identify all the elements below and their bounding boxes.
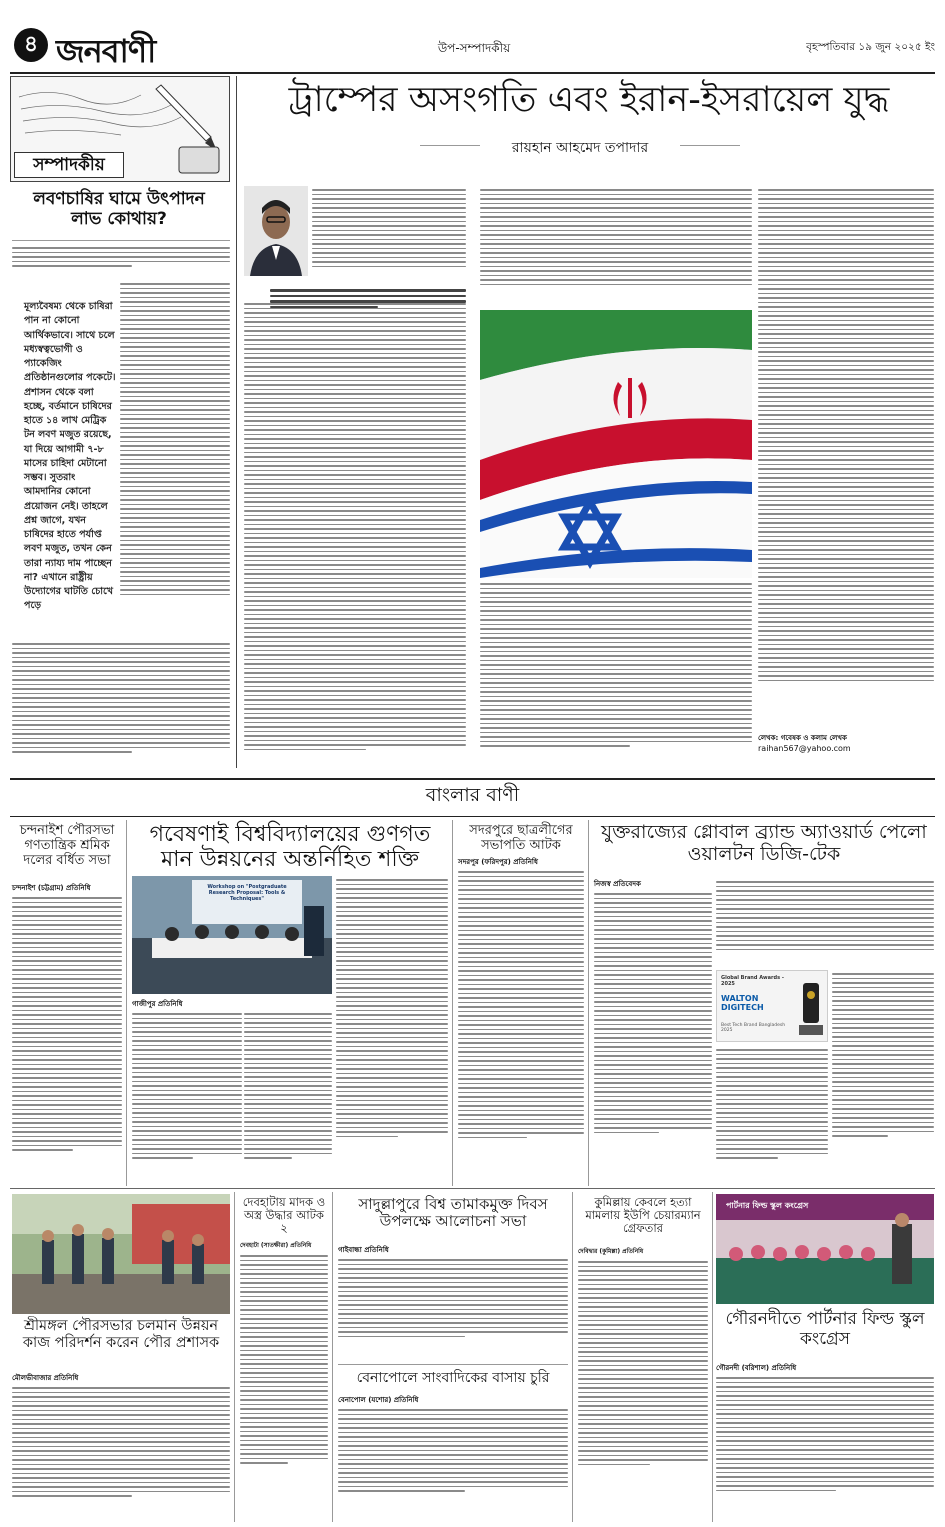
news-walton-title: যুক্তরাজ্যের গ্লোবাল ব্র্যান্ড অ্যাওয়ার্ড পেলো ওয়ালটন ডিজি-টেক (601, 821, 927, 865)
news-sadullapur-title: সাদুল্লাপুরে বিশ্ব তামাকমুক্ত দিবস উপলক্ষে আলোচনা সভা (358, 1195, 548, 1231)
news-sreemangal-photo (12, 1194, 230, 1314)
news-research-body-left (132, 1010, 242, 1186)
banner-rule-top (10, 778, 935, 780)
mid-rule (10, 1188, 935, 1189)
news-gouranadi-byline: গৌরনদী (বরিশাল) প্রতিনিধি (716, 1364, 797, 1372)
main-article-title: ট্রাম্পের অসংগতি এবং ইরান-ইসরায়েল যুদ্ধ (288, 80, 890, 120)
news-sreemangal-title: শ্রীমঙ্গল পৌরসভার চলমান উন্নয়ন কাজ পরিদর্শন করেন পৌর প্রশাসক (22, 1318, 220, 1351)
divider-5 (332, 1192, 333, 1522)
page-number-badge: ৪ (14, 28, 48, 62)
section-label: উপ-সম্পাদকীয় (437, 41, 511, 55)
editorial-title: লবণচাষির ঘামে উৎপাদন লাভ কোথায়? (33, 189, 205, 229)
divider-7 (712, 1192, 713, 1522)
header-rule (10, 72, 935, 74)
main-article-col2-top (480, 186, 752, 306)
news-debhata-body (240, 1252, 328, 1520)
news-benapole-body (338, 1406, 568, 1520)
news-comilla-body (578, 1258, 708, 1520)
walton-ad-brand: WALTON DIGITECH (721, 994, 764, 1012)
trophy-icon (797, 981, 825, 1037)
news-sreemangal-byline: মৌলভীবাজার প্রতিনিধি (12, 1374, 79, 1382)
news-comilla-byline: দেবিদ্বার (কুমিল্লা) প্রতিনিধি (578, 1248, 644, 1255)
author-portrait-icon (244, 186, 308, 276)
congress-banner-text: পার্টনার ফিল্ড স্কুল কংগ্রেস (726, 1201, 809, 1210)
iran-israel-flag-photo (480, 310, 752, 578)
news-benapole-title: বেনাপোলে সাংবাদিকের বাসায় চুরি (356, 1370, 550, 1386)
news-gouranadi-body (716, 1374, 934, 1520)
flags-icon (480, 310, 752, 578)
banner-title: বাংলার বাণী (425, 784, 520, 806)
author-photo (244, 186, 308, 276)
news-chandanaish-body (12, 894, 122, 1184)
editorial-body-bottom (12, 640, 230, 768)
logo-part-1: জন (56, 32, 102, 70)
divider-6 (572, 1192, 573, 1522)
main-article-col1 (244, 300, 466, 776)
title-rule-right (680, 145, 740, 146)
workshop-banner-text: Workshop on "Postgraduate Research Proposal: Tools & Techniques" (207, 884, 287, 902)
main-article-author: রায়হান আহমেদ তপাদার (511, 140, 649, 156)
news-chandanaish-byline: চন্দনাইশ (চট্টগ্রাম) প্রতিনিধি (12, 884, 91, 892)
news-walton-body-right (832, 970, 934, 1186)
news-gouranadi-photo (716, 1194, 934, 1304)
main-article-col1-top (312, 186, 466, 278)
news-sadullapur-byline: গাইবান্ধা প্রতিনিধি (338, 1246, 389, 1254)
divider-4 (234, 1192, 235, 1522)
news-walton-body-mid (716, 1046, 828, 1186)
news-research-photo (132, 876, 332, 994)
editorial-body-right (120, 280, 230, 640)
news-debhata-title: দেবহাটায় মাদক ও অস্ত্র উদ্ধার আটক ২ (242, 1195, 326, 1236)
news-sadarpur-byline: সদরপুর (ফরিদপুর) প্রতিনিধি (458, 858, 538, 866)
news-gouranadi-title: গৌরনদীতে পার্টনার ফিল্ড স্কুল কংগ্রেস (725, 1309, 925, 1349)
author-email[interactable]: raihan567@yahoo.com (758, 744, 851, 753)
news-research-body-mid (244, 1010, 332, 1186)
news-sadarpur-body (458, 868, 584, 1186)
main-article-col3 (758, 186, 934, 726)
news-research-body-right (336, 876, 448, 1186)
editorial-title-rule (12, 240, 230, 241)
news-walton-body-left (594, 890, 712, 1186)
sadullapur-bottom-rule (338, 1364, 568, 1365)
walton-ad-sub: Best Tech Brand Bangladesh 2025 (721, 1023, 786, 1033)
inspection-photo-icon (12, 1194, 230, 1314)
divider-2 (452, 820, 453, 1186)
divider-1 (126, 820, 127, 1186)
editorial-pullquote: মূল্যবৈষম্য থেকে চাষিরা পান না কোনো আর্থিকভাবে। সাথে চলে মধ্যস্বত্বভোগী ও প্যাকেজিং প্রতিষ্ঠানগুলোর পকেটে। প্রশাসন থেকে বলা হচ্ছে, বর্তমানে চাষিদের হাতে ১৪ লাখ মেট্রিক টন লবণ মজুত রয়েছে, যা দিয়ে আগামী ৭-৮ মাসের চাহিদা মেটানো সম্ভব। সুতরাং আমদানির কোনো প্রয়োজন নেই। তাহলে প্রশ্ন জাগে, যখন চাষিদের হাতে পর্যাপ্ত লবণ মজুত, তখন কেন তারা ন্যায্য দাম পাচ্ছেন না? এখানে রাষ্ট্রীয় উদ্যোগের ঘাটতি চোখে পড়ে (24, 301, 116, 612)
editorial-divider (236, 76, 237, 768)
news-sadullapur-body (338, 1256, 568, 1360)
news-walton-body-top (716, 878, 934, 968)
news-chandanaish-title: চন্দনাইশ পৌরসভা গণতান্ত্রিক শ্রমিক দলের বর্ধিত সভা (19, 823, 115, 868)
news-research-byline: গাজীপুর প্রতিনিধি (132, 1000, 183, 1008)
walton-ad-heading: Global Brand Awards - 2025 (721, 975, 784, 987)
news-comilla-title: কুমিল্লায় কেবলে হত্যা মামলায় ইউপি চেয়ারম্যান গ্রেফতার (585, 1195, 701, 1236)
author-role: লেখক: গবেষক ও কলাম লেখক (758, 734, 847, 742)
editorial-badge: সম্পাদকীয় (14, 152, 124, 178)
banner-rule-bottom (10, 816, 935, 817)
issue-date: বৃহস্পতিবার ১৯ জুন ২০২৫ ইং (806, 41, 935, 53)
masthead-logo (56, 26, 226, 70)
logo-part-2: বাণী (101, 32, 156, 70)
news-benapole-byline: বেনাপোল (যশোর) প্রতিনিধি (338, 1396, 419, 1404)
news-research-title: গবেষণাই বিশ্ববিদ্যালয়ের গুণগত মান উন্নয়নের অন্তর্নিহিত শক্তি (149, 822, 431, 873)
main-article-col2-bottom (480, 580, 752, 776)
divider-3 (588, 820, 589, 1186)
walton-award-ad (716, 970, 828, 1042)
news-sreemangal-body (12, 1384, 230, 1520)
editorial-body-top (12, 244, 230, 276)
news-sadarpur-title: সদরপুরে ছাত্রলীগের সভাপতি আটক (469, 823, 573, 853)
title-rule-left (420, 145, 480, 146)
news-debhata-byline: দেবহাটা (সাতক্ষীরা) প্রতিনিধি (240, 1242, 312, 1249)
news-walton-byline: নিজস্ব প্রতিবেদক (594, 880, 641, 888)
